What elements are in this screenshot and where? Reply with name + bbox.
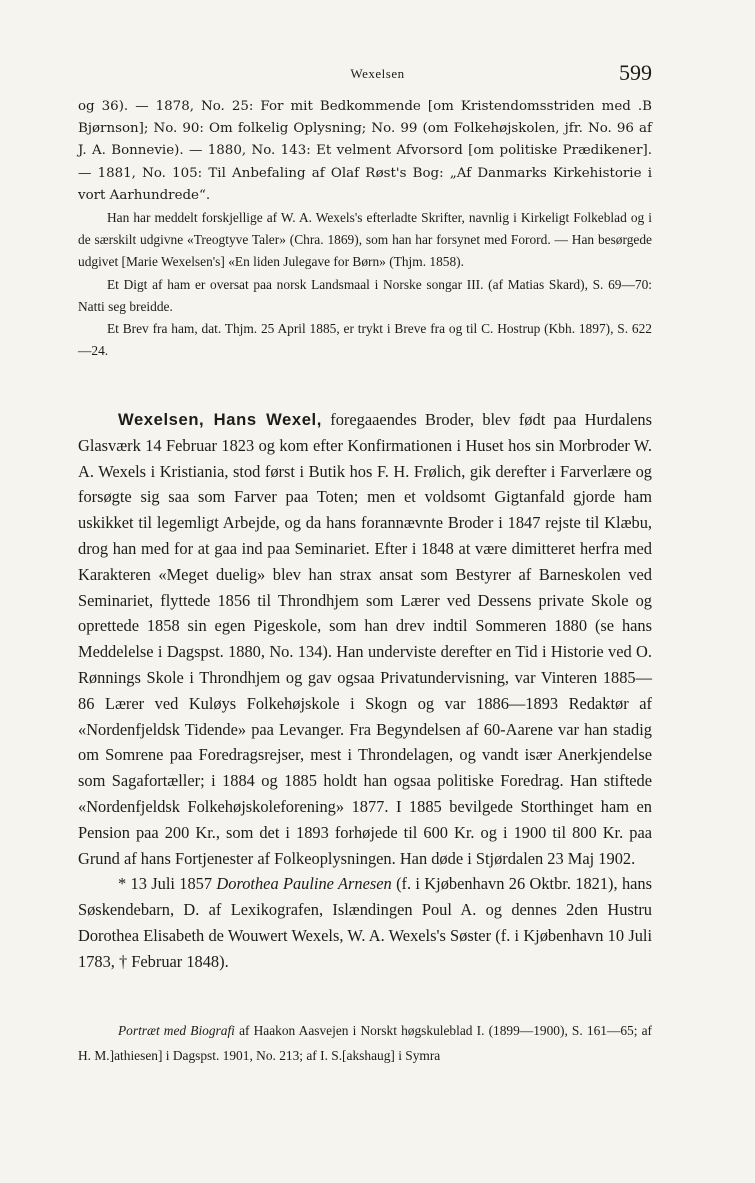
sources-paragraph xyxy=(78,1018,652,1068)
entry-headword: Wexelsen, Hans Wexel, xyxy=(118,410,322,429)
running-header: Wexelsen xyxy=(350,66,405,81)
source-references xyxy=(78,1018,652,1068)
page-number: 599 xyxy=(619,60,652,85)
sources-lead: Portræt med Biografi xyxy=(118,1023,235,1038)
biography-entry xyxy=(78,407,652,975)
spouse-name: Dorothea Pauline Arnesen xyxy=(216,874,392,894)
sources-text: af Haakon Aasvejen i Norskt høgskuleblad I. (1899—1900), S. 161—65; af H. M.]athiesen] i Dagspst. 1901, No. 213; af I. S.[akshaug] i Symra xyxy=(78,1023,653,1063)
entry-body-text: foregaaendes Broder, blev født paa Hurdalens Glasværk 14 Februar 1823 og kom efter Konfirmationen i Huset hos sin Morbroder W. A. Wexels i Kristiania, stod først i Butik hos F. H. Frølich, gik derefter i Farverlære og forsøgte sig saa som Farver paa Toten; men et voldsomt Gigtanfald gjorde ham uskikket til legemligt Arbejde, og da hans forannævnte Broder i 1847 rejste til Klæbu, drog han med for at gaa ind paa Seminariet. Efter i 1848 at være dimitteret herfra med Karakteren «Meget duelig» blev han strax ansat som Bestyrer af Barneskolen ved Seminariet, flyttede 1856 til Throndhjem som Lærer ved Dessens private Skole og oprettede 1858 sin egen Pigeskole, som han drev indtil Sommeren 1880 (se hans Meddelelse i Dagspst. 1880, No. 134). Han underviste derefter en Tid i Historie ved O. Rønnings Skole i Throndhjem og gav ogsaa Privatundervisning, var Vinteren 1885—86 Lærer ved Kuløys Folkehøjskole i Skogn og var 1886—1893 Redaktør af «Nordenfjeldsk Tidende» paa Levanger. Fra Begyndelsen af 60-Aarene var han stadig om Somrene paa Foredragsrejser, mest i Throndelagen, og vandt især Anerkjendelse som Sagafortæller; i 1884 og 1885 holdt han ogsaa politiske Foredrag. Han stiftede «Nordenfjeldsk Folkehøjskoleforening» 1877. I 1885 bevilgede Storthinget ham en Pension paa 200 Kr., som det i 1893 forhøjede til 600 Kr. og i 1900 til 800 Kr. paa Grund af hans Fortjenester af Folkeoplysningen. Han døde i Stjørdalen 23 Maj 1902. xyxy=(78,410,652,868)
marriage-date: * 13 Juli 1857 xyxy=(118,874,213,894)
marriage-details: (f. i Kjøbenhavn 26 Oktbr. 1821), hans Søskendebarn, D. af Lexikografen, Islændingen Poul A. og dennes 2den Hustru Dorothea Elisabeth de Wouwert Wexels, W. A. Wexels's Søster (f. i Kjøbenhavn 10 Juli 1783, † Februar 1848). xyxy=(78,874,652,971)
marriage-paragraph xyxy=(78,871,652,974)
entry-body-paragraph xyxy=(78,407,652,871)
bibliography-paragraph: Han har meddelt forskjellige af W. A. Wexels's efterladte Skrifter, navnlig i Kirkeligt Folkeblad og i de særskilt udgivne «Treogtyve Taler» (Chra. 1869), som han har forsynet med Forord. — Han besørgede udgivet [Marie Wexelsen's] «En liden Julegave for Børn» (Thjm. 1858). xyxy=(78,210,652,270)
bibliography-continuation xyxy=(78,96,652,362)
fraktur-bibliography: og 36). — 1878, No. 25: For mit Bedkommende [om Kristendomsstriden med .B Bjørnson]; No. 90: Om folkelig Oplysning; No. 99 (om Folkehøjskolen, jfr. No. 96 af J. A. Bonnevie). — 1880, No. 143: Et velment Afvorsord [om politiske Prædikener]. — 1881, No. 105: Til Anbefaling af Olaf Røst's Bog: „Af Danmarks Kirkehistorie i vort Aarhundrede“. xyxy=(78,99,652,203)
bibliography-paragraph: Et Brev fra ham, dat. Thjm. 25 April 1885, er trykt i Breve fra og til C. Hostrup (Kbh. 1897), S. 622—24. xyxy=(78,321,652,359)
bibliography-paragraph: Et Digt af ham er oversat paa norsk Landsmaal i Norske songar III. (af Matias Skard), S. 69—70: Natti seg breidde. xyxy=(78,276,652,314)
